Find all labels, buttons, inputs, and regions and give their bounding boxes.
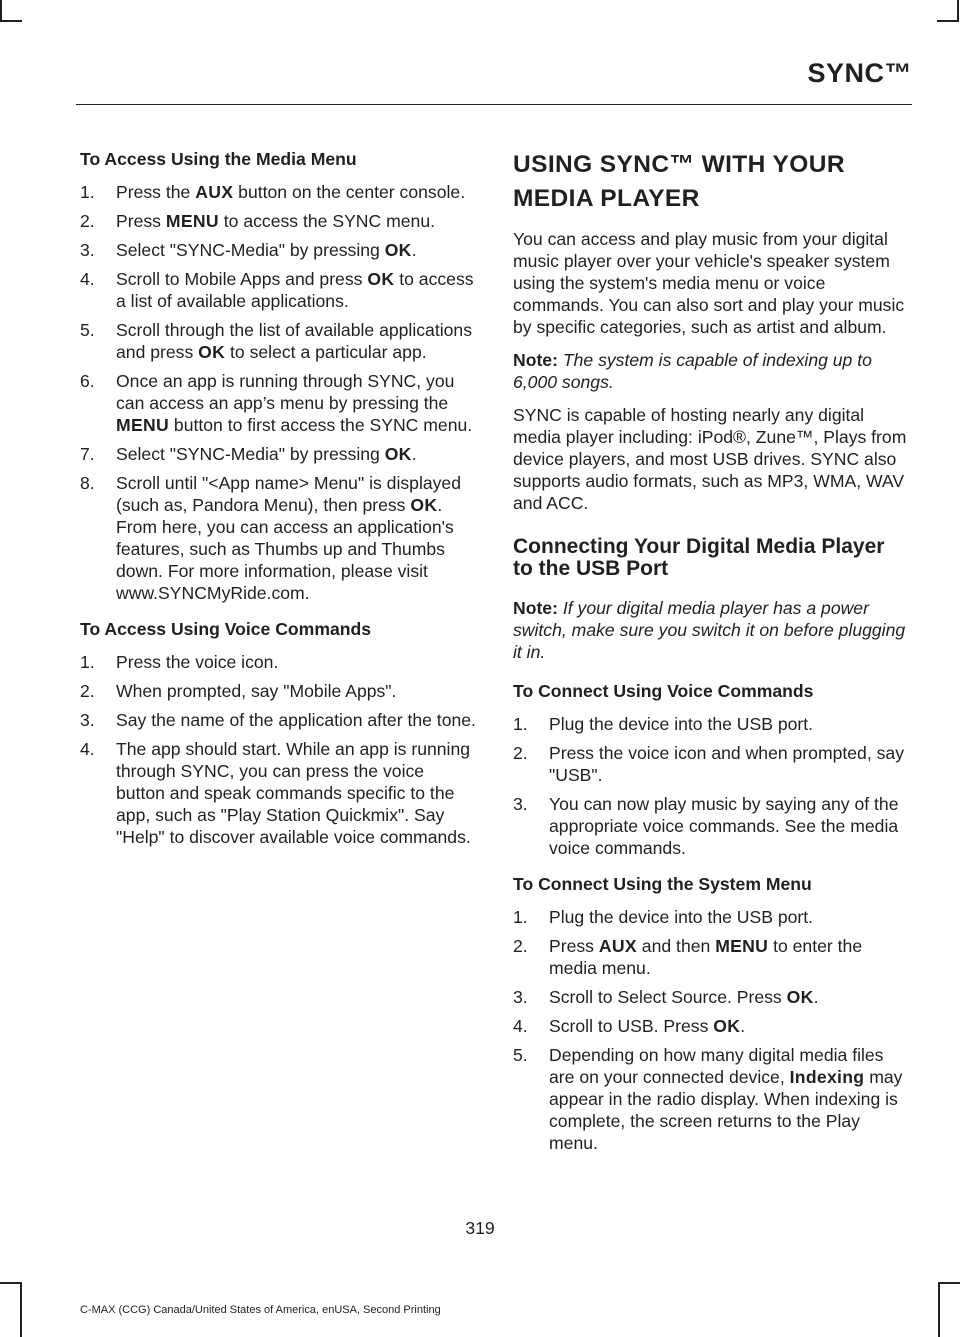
- note-text: If your digital media player has a power switch, make sure you switch it on before plugging it in.: [513, 598, 906, 662]
- step-text: The app should start. While an app is running through SYNC, you can press the voice button and speak commands specific to the app, such as "Play Station Quickmix". Say "Help" to discover available voice commands.: [116, 739, 471, 847]
- step-number: 1.: [513, 907, 528, 927]
- step-text: may appear in the radio display. When indexing is complete, the screen returns to the Play menu.: [549, 1067, 903, 1153]
- step-number: 6.: [80, 371, 95, 391]
- step-number: 3.: [80, 240, 95, 260]
- step-text: You can now play music by saying any of the appropriate voice commands. See the media voice commands.: [549, 794, 899, 858]
- step-text: to access a list of available applications.: [116, 269, 474, 311]
- page-number: 319: [465, 1218, 495, 1238]
- step-keyword: MENU: [715, 936, 769, 956]
- media-menu-steps: [80, 181, 476, 604]
- page-header-title: SYNC™: [807, 58, 912, 88]
- connect-menu-heading: To Connect Using the System Menu: [513, 874, 812, 894]
- crop-mark: [957, 0, 959, 22]
- intro-paragraph: You can access and play music from your digital music player over your vehicle's speaker system using the system's media menu or voice commands. You can also sort and play your music by specific categories, such as artist and album.: [513, 229, 905, 337]
- note-label: Note:: [513, 350, 558, 370]
- step-text: Press the voice icon and when prompted, say "USB".: [549, 743, 905, 785]
- list-item: [513, 1015, 909, 1037]
- step-keyword: OK: [198, 342, 226, 362]
- step-text: to select a particular app.: [225, 342, 427, 362]
- step-number: 4.: [80, 269, 95, 289]
- step-text: to access the SYNC menu.: [218, 211, 435, 231]
- step-number: 1.: [80, 652, 95, 672]
- step-number: 1.: [80, 182, 95, 202]
- step-number: 2.: [80, 681, 95, 701]
- step-keyword: AUX: [195, 182, 234, 202]
- list-item: [80, 319, 476, 363]
- left-column: [80, 148, 476, 855]
- list-item: [513, 793, 909, 859]
- step-text: button to first access the SYNC menu.: [169, 415, 473, 435]
- step-text: to enter the media menu.: [549, 936, 863, 978]
- step-text: Press the: [116, 182, 196, 202]
- step-keyword: MENU: [165, 211, 219, 231]
- step-text: Once an app is running through SYNC, you can access an app’s menu by pressing the: [116, 371, 455, 413]
- step-number: 5.: [513, 1045, 528, 1065]
- step-number: 5.: [80, 320, 95, 340]
- step-text: Plug the device into the USB port.: [549, 714, 814, 734]
- step-number: 4.: [513, 1016, 528, 1036]
- step-number: 2.: [513, 743, 528, 763]
- section-heading-line1: USING SYNC™ WITH YOUR: [513, 151, 845, 178]
- section-heading-line2: MEDIA PLAYER: [513, 185, 700, 212]
- step-text: button on the center console.: [233, 182, 466, 202]
- step-number: 2.: [513, 936, 528, 956]
- list-item: [80, 239, 476, 261]
- step-text: Select "SYNC-Media" by pressing: [116, 240, 385, 260]
- step-text: Scroll to Mobile Apps and press: [116, 269, 368, 289]
- usb-port-heading: Connecting Your Digital Media Player to the USB Port: [513, 535, 885, 580]
- capability-paragraph: SYNC is capable of hosting nearly any digital media player including: iPod®, Zune™, Plays from device players, and most USB drives. SYNC also supports audio formats, such as MP3, WMA, WAV and ACC.: [513, 405, 907, 513]
- crop-mark: [0, 20, 22, 22]
- step-text: . From here, you can access an application's features, such as Thumbs up and Thumbs down. For more information, please visit www.SYNCMyRide.com.: [116, 495, 454, 603]
- crop-mark: [20, 1282, 22, 1337]
- list-item: [513, 742, 909, 786]
- step-number: 2.: [80, 211, 95, 231]
- list-item: [80, 709, 476, 731]
- crop-mark: [937, 20, 959, 22]
- connect-voice-heading: To Connect Using Voice Commands: [513, 681, 814, 701]
- step-text: Plug the device into the USB port.: [549, 907, 814, 927]
- step-keyword: OK: [713, 1016, 741, 1036]
- list-item: [513, 906, 909, 928]
- right-column: [513, 148, 909, 1161]
- step-text: When prompted, say "Mobile Apps".: [116, 681, 397, 701]
- step-number: 7.: [80, 444, 95, 464]
- note-text: The system is capable of indexing up to 6,000 songs.: [513, 350, 872, 392]
- note-capacity: [513, 349, 909, 393]
- list-item: [80, 443, 476, 465]
- step-keyword: OK: [367, 269, 395, 289]
- list-item: [80, 651, 476, 673]
- step-text: and then: [636, 936, 716, 956]
- crop-mark: [0, 0, 2, 22]
- step-keyword: OK: [786, 987, 814, 1007]
- step-text: .: [411, 444, 417, 464]
- connect-menu-steps: [513, 906, 909, 1154]
- list-item: [80, 738, 476, 848]
- voice-commands-heading: To Access Using Voice Commands: [80, 619, 372, 639]
- step-keyword: AUX: [598, 936, 637, 956]
- step-text: Scroll to USB. Press: [549, 1016, 714, 1036]
- footer-edition-text: C-MAX (CCG) Canada/United States of America, enUSA, Second Printing: [80, 1304, 441, 1316]
- step-text: .: [411, 240, 417, 260]
- step-text: Depending on how many digital media files are on your connected device,: [549, 1045, 884, 1087]
- step-keyword: OK: [384, 444, 412, 464]
- step-keyword: Indexing: [789, 1067, 865, 1087]
- step-text: Press: [549, 936, 599, 956]
- step-text: Press: [116, 211, 166, 231]
- step-text: Scroll until "<App name> Menu" is displayed (such as, Pandora Menu), then press: [116, 473, 462, 515]
- media-menu-heading: To Access Using the Media Menu: [80, 149, 357, 169]
- step-text: .: [813, 987, 819, 1007]
- step-text: Press the voice icon.: [116, 652, 279, 672]
- step-number: 1.: [513, 714, 528, 734]
- step-text: Scroll through the list of available applications and press: [116, 320, 472, 362]
- step-keyword: OK: [410, 495, 438, 515]
- list-item: [80, 181, 476, 203]
- step-number: 8.: [80, 473, 95, 493]
- crop-mark: [938, 1282, 960, 1284]
- list-item: [80, 268, 476, 312]
- list-item: [513, 986, 909, 1008]
- list-item: [80, 472, 476, 604]
- step-number: 3.: [513, 794, 528, 814]
- step-keyword: MENU: [116, 415, 170, 435]
- note-power-switch: [513, 597, 909, 663]
- list-item: [513, 935, 909, 979]
- step-text: Scroll to Select Source. Press: [549, 987, 787, 1007]
- list-item: [80, 680, 476, 702]
- step-text: Select "SYNC-Media" by pressing: [116, 444, 385, 464]
- crop-mark: [938, 1282, 940, 1337]
- step-number: 3.: [513, 987, 528, 1007]
- list-item: [80, 370, 476, 436]
- connect-voice-steps: [513, 713, 909, 859]
- step-keyword: OK: [384, 240, 412, 260]
- step-text: .: [740, 1016, 746, 1036]
- list-item: [513, 1044, 909, 1154]
- section-heading: [513, 148, 909, 216]
- crop-mark: [0, 1282, 22, 1284]
- list-item: [513, 713, 909, 735]
- step-number: 3.: [80, 710, 95, 730]
- step-number: 4.: [80, 739, 95, 759]
- step-text: Say the name of the application after the tone.: [116, 710, 476, 730]
- voice-commands-steps: [80, 651, 476, 848]
- note-label: Note:: [513, 598, 558, 618]
- header-divider: [76, 104, 912, 105]
- list-item: [80, 210, 476, 232]
